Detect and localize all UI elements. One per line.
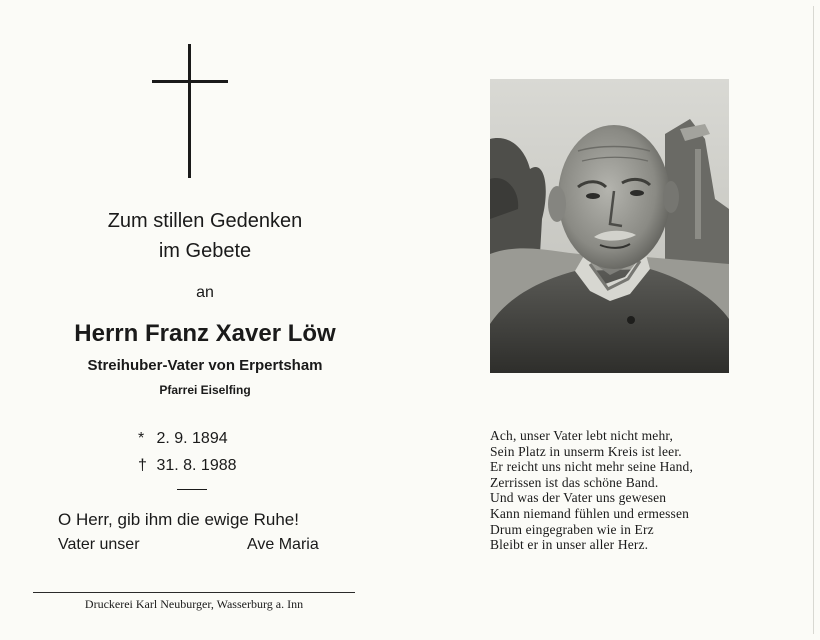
preposition-text: an (196, 284, 214, 301)
prayer-text: O Herr, gib ihm die ewige Ruhe! (58, 510, 299, 529)
poem-line: Zerrissen ist das schöne Band. (490, 474, 659, 490)
poem-line: Und was der Vater uns gewesen (490, 490, 667, 506)
death-symbol: † (138, 457, 147, 474)
portrait-photo (490, 79, 729, 373)
birth-date: 2. 9. 1894 (156, 430, 228, 447)
parish-text: Pfarrei Eiselfing (159, 383, 251, 397)
poem-line: Sein Platz in unserm Kreis ist leer. (490, 443, 682, 459)
poem-block (490, 428, 693, 553)
poem-line: Bleibt er in unser aller Herz. (490, 537, 649, 553)
memorial-heading-line2: im Gebete (158, 240, 252, 262)
poem-line: Ach, unser Vater lebt nicht mehr, (490, 428, 673, 443)
death-date: 31. 8. 1988 (156, 457, 237, 474)
footer-rule (33, 592, 355, 593)
deceased-name: Herrn Franz Xaver Löw (74, 320, 336, 347)
birth-symbol: * (138, 430, 145, 447)
prayer-vater-unser: Vater unser (58, 536, 140, 553)
cross-icon (152, 44, 228, 178)
separator-dash (177, 489, 207, 490)
printer-credit: Druckerei Karl Neuburger, Wasserburg a. Inn (84, 597, 304, 611)
poem-line: Drum eingegraben wie in Erz (490, 521, 654, 537)
death-date-row (138, 457, 237, 475)
birth-date-row (138, 430, 228, 448)
poem-line: Er reicht uns nicht mehr seine Hand, (490, 459, 693, 475)
poem-line: Kann niemand fühlen und ermessen (490, 505, 689, 521)
memorial-heading-line1: Zum stillen Gedenken (107, 210, 303, 232)
prayer-ave-maria: Ave Maria (247, 536, 319, 553)
deceased-subtitle: Streihuber-Vater von Erpertsham (87, 357, 323, 374)
